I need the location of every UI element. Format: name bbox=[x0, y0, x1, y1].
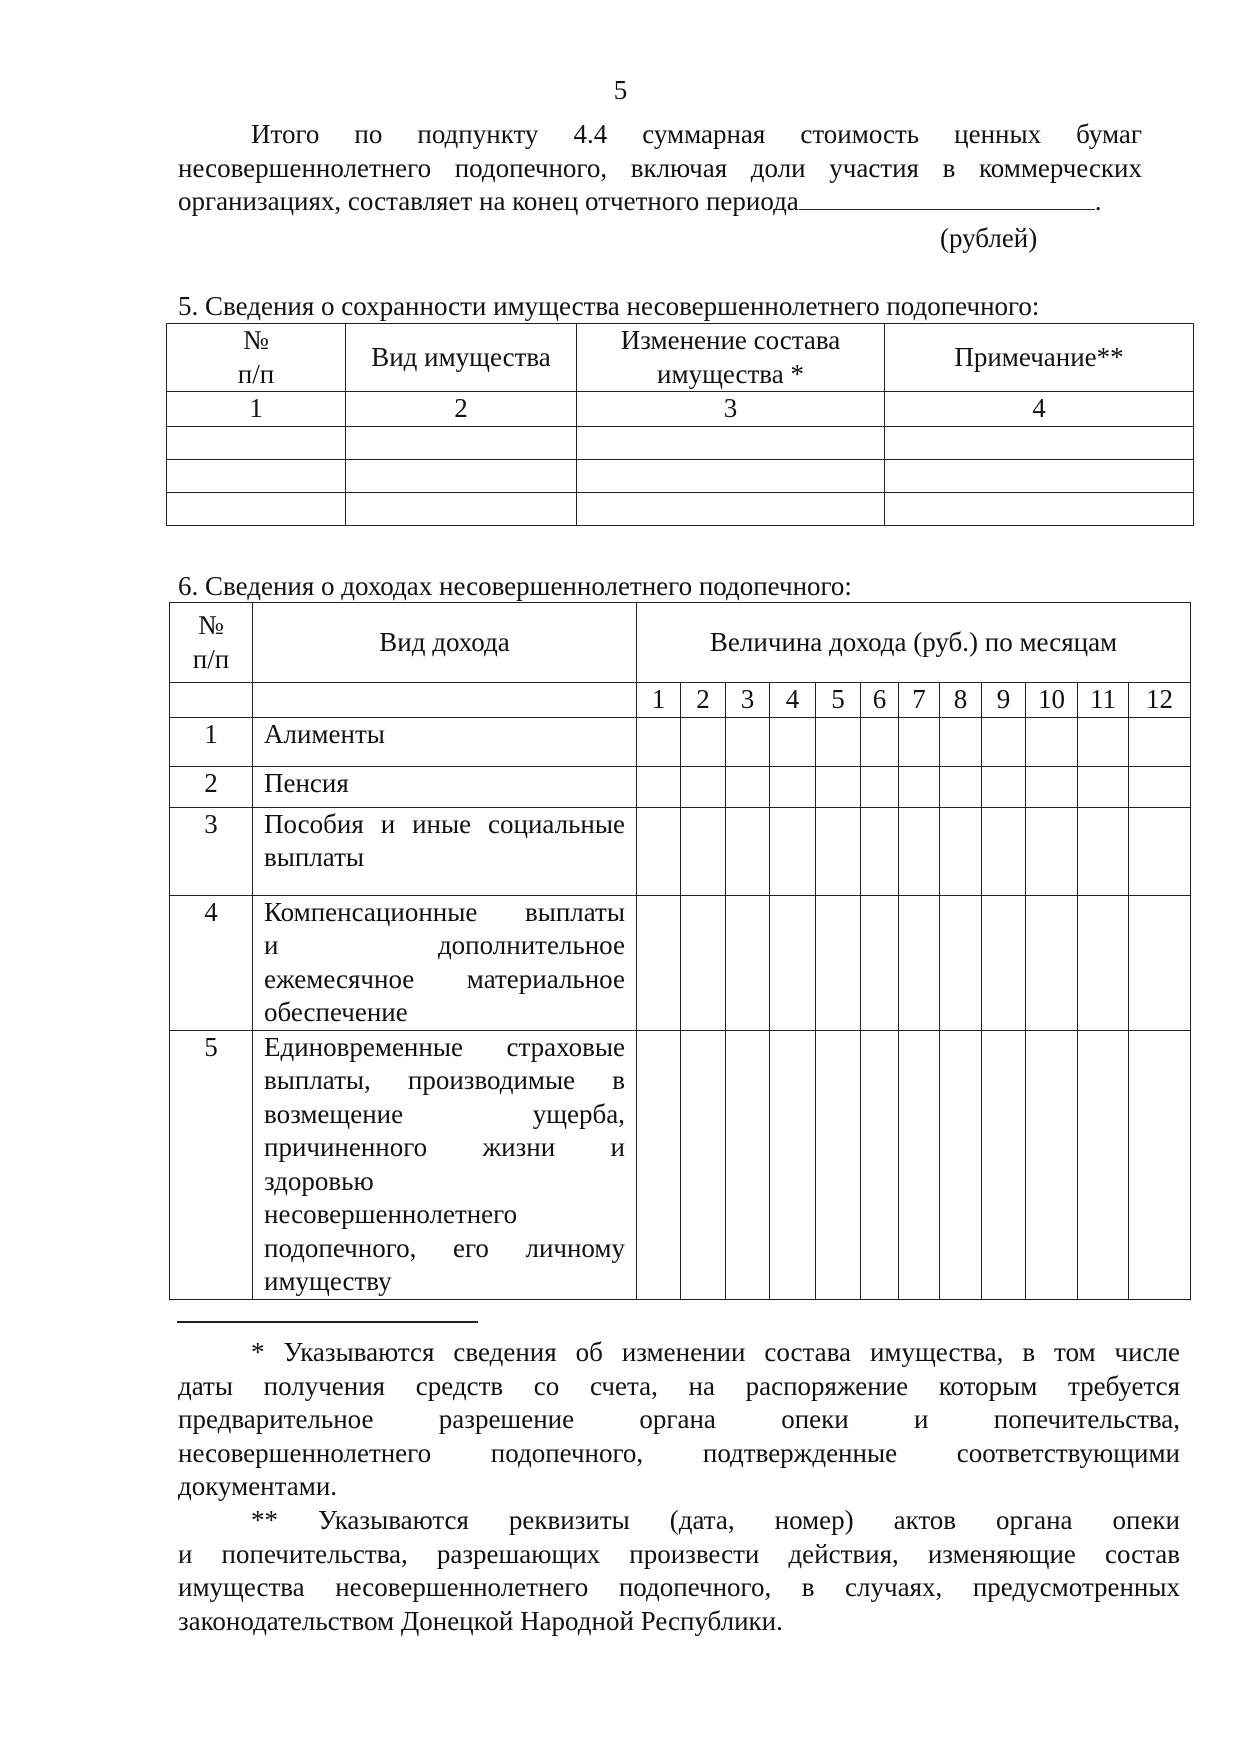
month-value-cell[interactable] bbox=[726, 717, 770, 766]
month-value-cell[interactable] bbox=[681, 717, 726, 766]
month-value-cell[interactable] bbox=[899, 807, 940, 895]
footnote-line: * Указываются сведения об изменении состава имущества, в том числе bbox=[251, 1337, 1180, 1367]
table-header-row bbox=[167, 324, 1194, 392]
income-type-line: возмещение ущерба, bbox=[264, 1098, 625, 1129]
month-value-cell[interactable] bbox=[1026, 766, 1078, 807]
income-type-line: выплаты, производимые в bbox=[264, 1065, 625, 1095]
row-number: 5 bbox=[170, 1030, 253, 1299]
income-type-line: Единовременные страховые bbox=[264, 1031, 625, 1062]
paragraph-line: несовершеннолетнего подопечного, включая доли участия в коммерческих bbox=[178, 152, 1142, 183]
month-value-cell[interactable] bbox=[982, 717, 1026, 766]
header-cell-monthly-income: Величина дохода (руб.) по месяцам bbox=[637, 603, 1191, 683]
month-number: 12 bbox=[1129, 683, 1191, 718]
month-value-cell[interactable] bbox=[1078, 1030, 1129, 1299]
table-cell[interactable] bbox=[346, 459, 577, 492]
paragraph-line: организациях, составляет на конец отчетного периода bbox=[178, 186, 799, 216]
income-type bbox=[253, 717, 637, 766]
month-value-cell[interactable] bbox=[1026, 895, 1078, 1030]
month-value-cell[interactable] bbox=[861, 1030, 899, 1299]
footnote-line: законодательством Донецкой Народной Республики. bbox=[178, 1605, 783, 1636]
month-number-row bbox=[170, 683, 1191, 718]
header-text: Примечание** bbox=[954, 341, 1124, 372]
month-value-cell[interactable] bbox=[816, 807, 861, 895]
month-value-cell[interactable] bbox=[940, 717, 982, 766]
month-value-cell[interactable] bbox=[681, 1030, 726, 1299]
month-value-cell[interactable] bbox=[770, 895, 816, 1030]
month-value-cell[interactable] bbox=[1078, 895, 1129, 1030]
table-cell[interactable] bbox=[577, 492, 885, 525]
month-value-cell[interactable] bbox=[982, 1030, 1026, 1299]
header-text: № bbox=[198, 610, 224, 640]
month-value-cell[interactable] bbox=[940, 1030, 982, 1299]
end-punctuation: . bbox=[1094, 186, 1102, 216]
month-value-cell[interactable] bbox=[770, 717, 816, 766]
footnote-line: даты получения средств со счета, на распоряжение которым требуется bbox=[178, 1370, 1180, 1401]
month-value-cell[interactable] bbox=[726, 895, 770, 1030]
column-number: 1 bbox=[167, 392, 346, 427]
header-text: п/п bbox=[237, 358, 275, 389]
income-type bbox=[253, 807, 637, 895]
footnote-line: имущества несовершеннолетнего подопечного, в случаях, предусмотренных bbox=[178, 1572, 1180, 1602]
table-cell[interactable] bbox=[346, 426, 577, 459]
month-number: 9 bbox=[982, 683, 1026, 718]
month-number: 3 bbox=[726, 683, 770, 718]
income-type-line: подопечного, его личному bbox=[264, 1232, 625, 1263]
month-value-cell[interactable] bbox=[1129, 766, 1191, 807]
month-value-cell[interactable] bbox=[1078, 766, 1129, 807]
month-value-cell[interactable] bbox=[940, 895, 982, 1030]
income-row bbox=[170, 807, 1191, 895]
month-number: 8 bbox=[940, 683, 982, 718]
paragraph-line: Итого по подпункту 4.4 суммарная стоимость ценных бумаг bbox=[251, 119, 1142, 149]
table-cell[interactable] bbox=[167, 459, 346, 492]
header-text: № bbox=[243, 325, 269, 355]
month-number: 1 bbox=[637, 683, 681, 718]
month-value-cell[interactable] bbox=[816, 717, 861, 766]
month-value-cell[interactable] bbox=[1026, 807, 1078, 895]
month-value-cell[interactable] bbox=[637, 895, 681, 1030]
income-type-line: здоровью bbox=[264, 1165, 374, 1196]
month-value-cell[interactable] bbox=[861, 807, 899, 895]
unit-caption: (рублей) bbox=[940, 223, 1038, 253]
header-text: Вид имущества bbox=[371, 341, 551, 372]
month-value-cell[interactable] bbox=[982, 895, 1026, 1030]
income-type-line: Пособия и иные социальные bbox=[264, 808, 625, 839]
month-value-cell[interactable] bbox=[1129, 717, 1191, 766]
column-number: 2 bbox=[346, 392, 577, 427]
month-value-cell[interactable] bbox=[982, 807, 1026, 895]
income-row bbox=[170, 717, 1191, 766]
income-type-line: Алименты bbox=[264, 718, 385, 749]
income-type bbox=[253, 1030, 637, 1299]
month-value-cell[interactable] bbox=[816, 1030, 861, 1299]
month-number: 6 bbox=[861, 683, 899, 718]
footnote-line: предварительное разрешение органа опеки и попечительства, bbox=[178, 1404, 1180, 1434]
table-cell[interactable] bbox=[167, 426, 346, 459]
month-value-cell[interactable] bbox=[1078, 717, 1129, 766]
income-type bbox=[253, 895, 637, 1030]
page-number: 5 bbox=[613, 75, 628, 105]
month-value-cell[interactable] bbox=[637, 766, 681, 807]
month-value-cell[interactable] bbox=[1129, 1030, 1191, 1299]
income-type bbox=[253, 766, 637, 807]
income-row bbox=[170, 895, 1191, 1030]
header-text: Изменение состава bbox=[620, 325, 841, 355]
footnote-line: документами. bbox=[178, 1471, 338, 1501]
footnote-line: несовершеннолетнего подопечного, подтвержденные соответствующими bbox=[178, 1437, 1180, 1468]
header-cell-income-type: Вид дохода bbox=[253, 603, 637, 683]
month-value-cell[interactable] bbox=[726, 1030, 770, 1299]
table-row bbox=[167, 459, 1194, 492]
month-value-cell[interactable] bbox=[816, 766, 861, 807]
income-type-line: несовершеннолетнего bbox=[264, 1199, 518, 1229]
footnote-line: и попечительства, разрешающих произвести действия, изменяющие состав bbox=[178, 1538, 1180, 1569]
table-row bbox=[167, 426, 1194, 459]
month-value-cell[interactable] bbox=[899, 895, 940, 1030]
header-text: имущества * bbox=[657, 358, 804, 389]
header-cell-property-change bbox=[577, 324, 885, 392]
month-value-cell[interactable] bbox=[861, 766, 899, 807]
table-cell[interactable] bbox=[577, 426, 885, 459]
table-cell[interactable] bbox=[346, 492, 577, 525]
month-number: 2 bbox=[681, 683, 726, 718]
footnote-1 bbox=[178, 1336, 1180, 1504]
column-number: 4 bbox=[885, 392, 1194, 427]
table-header-row bbox=[170, 603, 1191, 683]
month-number: 5 bbox=[816, 683, 861, 718]
month-value-cell[interactable] bbox=[637, 807, 681, 895]
header-cell-number bbox=[170, 603, 253, 683]
month-value-cell[interactable] bbox=[637, 717, 681, 766]
income-type-line: обеспечение bbox=[264, 997, 408, 1027]
income-row bbox=[170, 766, 1191, 807]
empty-cell bbox=[170, 683, 253, 718]
month-value-cell[interactable] bbox=[726, 807, 770, 895]
month-value-cell[interactable] bbox=[681, 895, 726, 1030]
month-value-cell[interactable] bbox=[861, 717, 899, 766]
footnote-2 bbox=[178, 1504, 1180, 1638]
column-number: 3 bbox=[577, 392, 885, 427]
month-value-cell[interactable] bbox=[770, 807, 816, 895]
month-value-cell[interactable] bbox=[940, 766, 982, 807]
month-value-cell[interactable] bbox=[1078, 807, 1129, 895]
month-value-cell[interactable] bbox=[1026, 717, 1078, 766]
income-type-line: ежемесячное материальное bbox=[264, 963, 625, 994]
month-value-cell[interactable] bbox=[861, 895, 899, 1030]
income-type-line: и дополнительное bbox=[264, 930, 625, 960]
income-table bbox=[169, 602, 1191, 1300]
table-cell[interactable] bbox=[885, 426, 1194, 459]
month-number: 11 bbox=[1078, 683, 1129, 718]
total-value-blank-field[interactable] bbox=[799, 185, 1095, 210]
month-value-cell[interactable] bbox=[681, 766, 726, 807]
month-value-cell[interactable] bbox=[770, 1030, 816, 1299]
month-value-cell[interactable] bbox=[1129, 807, 1191, 895]
income-type-line: Пенсия bbox=[264, 767, 349, 798]
column-number-row bbox=[167, 392, 1194, 427]
month-value-cell[interactable] bbox=[940, 807, 982, 895]
row-number: 2 bbox=[170, 766, 253, 807]
table-row bbox=[167, 492, 1194, 525]
income-row bbox=[170, 1030, 1191, 1299]
month-value-cell[interactable] bbox=[1026, 1030, 1078, 1299]
row-number: 3 bbox=[170, 807, 253, 895]
footnote-separator bbox=[177, 1321, 478, 1323]
header-cell-number bbox=[167, 324, 346, 392]
month-value-cell[interactable] bbox=[899, 1030, 940, 1299]
header-cell-property-type bbox=[346, 324, 577, 392]
month-number: 4 bbox=[770, 683, 816, 718]
month-value-cell[interactable] bbox=[637, 1030, 681, 1299]
month-value-cell[interactable] bbox=[726, 766, 770, 807]
income-type-line: Компенсационные выплаты bbox=[264, 896, 625, 927]
section5-title: 5. Сведения о сохранности имущества несовершеннолетнего подопечного: bbox=[178, 291, 1040, 321]
row-number: 4 bbox=[170, 895, 253, 1030]
month-number: 7 bbox=[899, 683, 940, 718]
month-value-cell[interactable] bbox=[899, 766, 940, 807]
income-type-line: имуществу bbox=[264, 1266, 392, 1296]
footnote-line: ** Указываются реквизиты (дата, номер) актов органа опеки bbox=[251, 1505, 1180, 1535]
table-cell[interactable] bbox=[577, 459, 885, 492]
table-cell[interactable] bbox=[167, 492, 346, 525]
month-value-cell[interactable] bbox=[899, 717, 940, 766]
income-type-line: выплаты bbox=[264, 842, 365, 872]
table-cell[interactable] bbox=[885, 459, 1194, 492]
table-cell[interactable] bbox=[885, 492, 1194, 525]
paragraph-line-with-blank bbox=[178, 185, 1142, 219]
property-safety-table bbox=[166, 323, 1194, 526]
month-number: 10 bbox=[1026, 683, 1078, 718]
month-value-cell[interactable] bbox=[1129, 895, 1191, 1030]
month-value-cell[interactable] bbox=[770, 766, 816, 807]
header-text: п/п bbox=[192, 643, 230, 674]
month-value-cell[interactable] bbox=[681, 807, 726, 895]
month-value-cell[interactable] bbox=[982, 766, 1026, 807]
month-value-cell[interactable] bbox=[816, 895, 861, 1030]
income-type-line: причиненного жизни и bbox=[264, 1132, 625, 1162]
row-number: 1 bbox=[170, 717, 253, 766]
header-cell-note bbox=[885, 324, 1194, 392]
empty-cell bbox=[253, 683, 637, 718]
section6-title: 6. Сведения о доходах несовершеннолетнего подопечного: bbox=[178, 571, 852, 601]
total-paragraph bbox=[178, 118, 1142, 219]
